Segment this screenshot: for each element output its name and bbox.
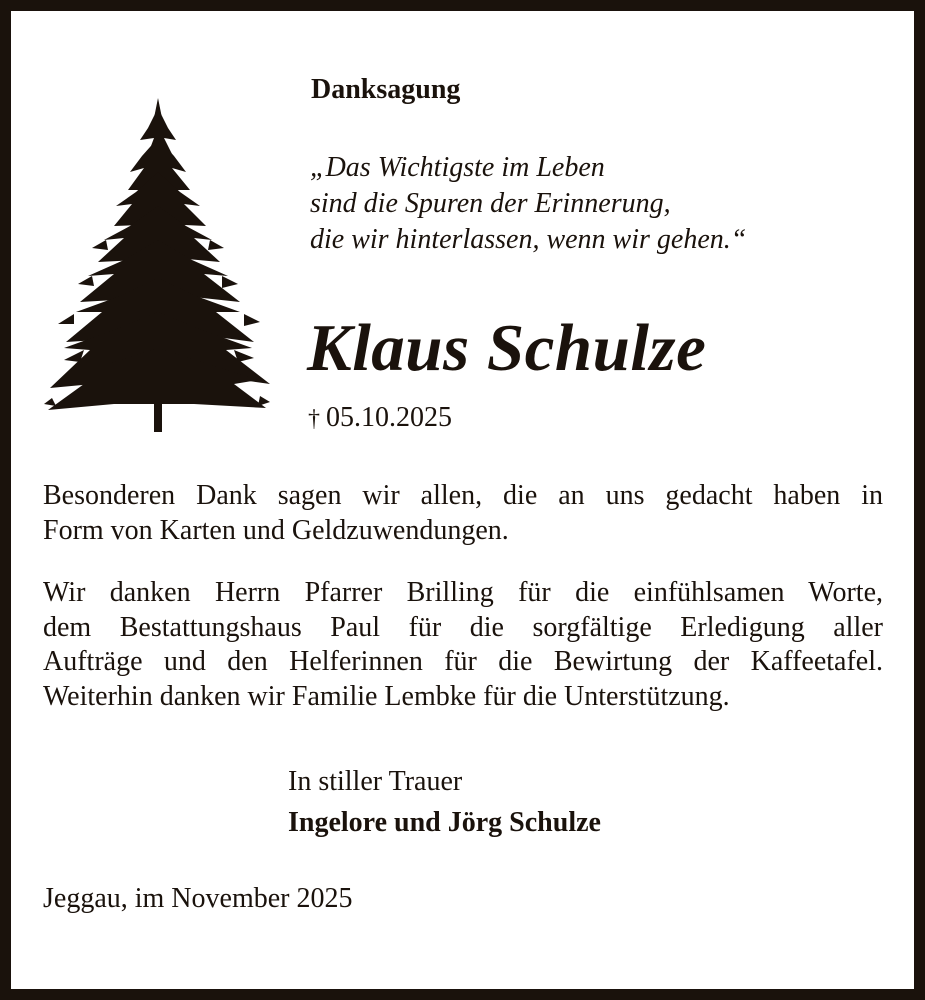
paragraph-line: Besonderen Dank sagen wir allen, die an uns gedacht haben in (43, 480, 883, 511)
paragraph-line: Weiterhin danken wir Familie Lembke für die Unterstützung. (43, 680, 730, 712)
paragraph-line: Wir danken Herrn Pfarrer Brilling für die einfühlsamen Worte, (43, 577, 883, 608)
death-date-line (308, 402, 452, 434)
paragraph-line: Form von Karten und Geldzuwendungen. (43, 514, 509, 546)
memorial-quote (310, 150, 746, 258)
fir-tree-icon (44, 98, 272, 436)
quote-line: die wir hinterlassen, wenn wir gehen.“ (310, 224, 747, 255)
notice-heading: Danksagung (311, 74, 461, 105)
signature-names: Ingelore und Jörg Schulze (288, 807, 601, 838)
paragraph-line: Aufträge und den Helferinnen für die Bewirtung der Kaffeetafel. (43, 646, 883, 677)
paragraph-line: dem Bestattungshaus Paul für die sorgfältige Erledigung aller (43, 611, 883, 643)
quote-line: „Das Wichtigste im Leben (310, 152, 605, 183)
cross-icon: † (308, 406, 320, 432)
deceased-name: Klaus Schulze (307, 311, 707, 385)
thanks-paragraph-1 (43, 479, 883, 548)
thanks-paragraph-2 (43, 576, 883, 714)
death-date: 05.10.2025 (326, 402, 452, 433)
place-date: Jeggau, im November 2025 (43, 883, 353, 914)
signature-intro: In stiller Trauer (288, 766, 463, 797)
quote-line: sind die Spuren der Erinnerung, (310, 188, 671, 219)
